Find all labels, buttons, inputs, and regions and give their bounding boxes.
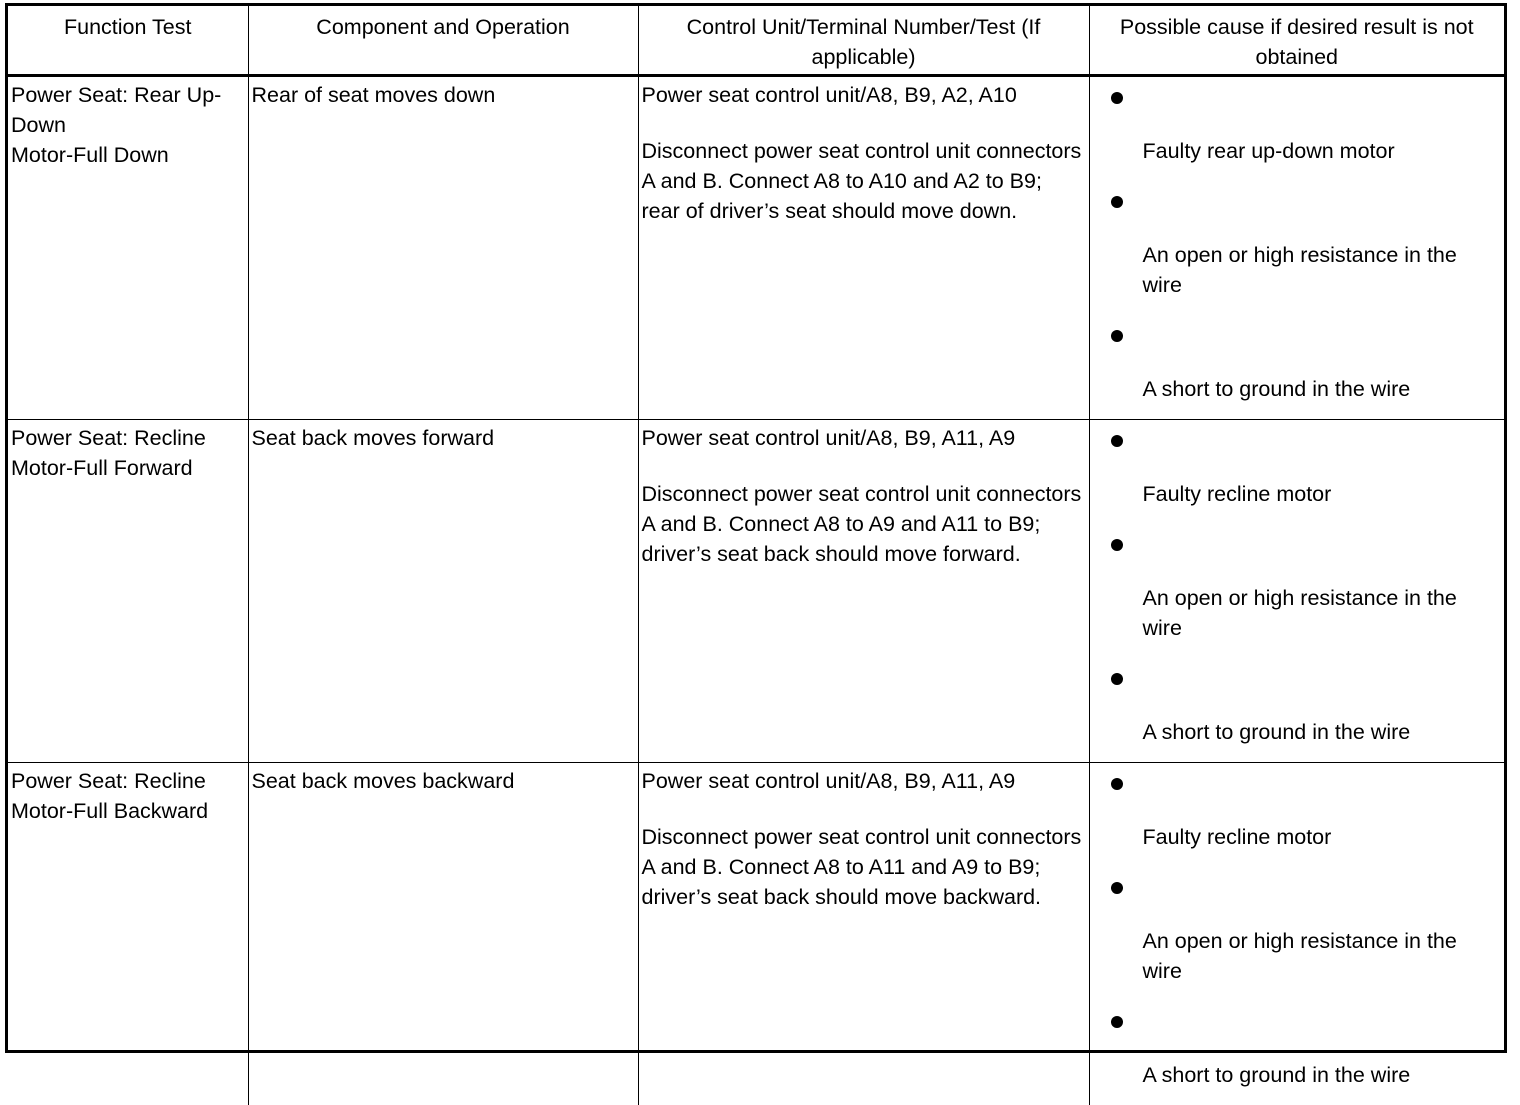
cause-item xyxy=(1090,658,1505,747)
cause-item xyxy=(1090,181,1505,300)
header-control-unit: Control Unit/Terminal Number/Test (If applicable) xyxy=(638,6,1089,75)
cause-list xyxy=(1090,763,1505,1090)
bullet-icon xyxy=(1111,673,1123,685)
control-unit-terminals: Power seat control unit/A8, B9, A11, A9 xyxy=(641,768,1016,793)
control-test-description: Disconnect power seat control unit connectors A and B. Connect A8 to A9 and A11 to B9; driver’s seat back should move forward. xyxy=(641,481,1082,566)
function-test-cell: Power Seat: Recline Motor-Full Forward xyxy=(8,419,248,762)
control-test-description: Disconnect power seat control unit connectors A and B. Connect A8 to A11 and A9 to B9; driver’s seat back should move backward. xyxy=(641,824,1082,909)
function-test-line: Power Seat: Rear Up-Down Motor-Full Down xyxy=(11,82,222,167)
cause-item xyxy=(1090,524,1505,643)
possible-cause-cell xyxy=(1089,419,1504,762)
control-test-description: Disconnect power seat control unit connectors A and B. Connect A8 to A10 and A2 to B9; rear of driver’s seat should move down. xyxy=(641,138,1082,223)
cause-text: Faulty recline motor xyxy=(1142,481,1332,506)
cause-text: A short to ground in the wire xyxy=(1142,376,1411,401)
function-test-table-container xyxy=(5,3,1507,1087)
cause-item xyxy=(1090,1001,1505,1090)
cause-item xyxy=(1090,867,1505,986)
cause-text: An open or high resistance in the wire xyxy=(1142,242,1457,297)
table-row xyxy=(8,762,1504,1105)
cause-text: Faulty recline motor xyxy=(1142,824,1332,849)
control-unit-cell xyxy=(638,762,1089,1105)
cause-item xyxy=(1090,77,1505,166)
cause-text: A short to ground in the wire xyxy=(1142,719,1411,744)
function-test-table xyxy=(8,6,1504,1105)
bullet-icon xyxy=(1111,330,1123,342)
cause-text: Faulty rear up-down motor xyxy=(1142,138,1395,163)
cause-list xyxy=(1090,420,1505,747)
cause-text: An open or high resistance in the wire xyxy=(1142,928,1457,983)
header-function-test: Function Test xyxy=(8,6,248,75)
table-row xyxy=(8,75,1504,419)
component-operation-cell: Seat back moves backward xyxy=(248,762,638,1105)
bullet-icon xyxy=(1111,435,1123,447)
cause-item xyxy=(1090,763,1505,852)
bullet-icon xyxy=(1111,539,1123,551)
function-test-cell: Power Seat: Recline Motor-Full Backward xyxy=(8,762,248,1105)
bullet-icon xyxy=(1111,92,1123,104)
control-unit-terminals: Power seat control unit/A8, B9, A11, A9 xyxy=(641,425,1016,450)
bullet-icon xyxy=(1111,196,1123,208)
header-row xyxy=(8,6,1504,75)
function-test-cell xyxy=(8,75,248,419)
control-unit-terminals: Power seat control unit/A8, B9, A2, A10 xyxy=(641,82,1017,107)
possible-cause-cell xyxy=(1089,762,1504,1105)
cause-text: An open or high resistance in the wire xyxy=(1142,585,1457,640)
cause-text: A short to ground in the wire xyxy=(1142,1062,1411,1087)
control-unit-cell xyxy=(638,75,1089,419)
component-operation-cell: Seat back moves forward xyxy=(248,419,638,762)
cause-item xyxy=(1090,420,1505,509)
header-possible-cause: Possible cause if desired result is not obtained xyxy=(1089,6,1504,75)
header-component-operation: Component and Operation xyxy=(248,6,638,75)
bullet-icon xyxy=(1111,778,1123,790)
cause-list xyxy=(1090,77,1505,404)
component-operation-cell: Rear of seat moves down xyxy=(248,75,638,419)
cause-item xyxy=(1090,315,1505,404)
control-unit-cell xyxy=(638,419,1089,762)
possible-cause-cell xyxy=(1089,75,1504,419)
bullet-icon xyxy=(1111,882,1123,894)
table-row xyxy=(8,419,1504,762)
bullet-icon xyxy=(1111,1016,1123,1028)
